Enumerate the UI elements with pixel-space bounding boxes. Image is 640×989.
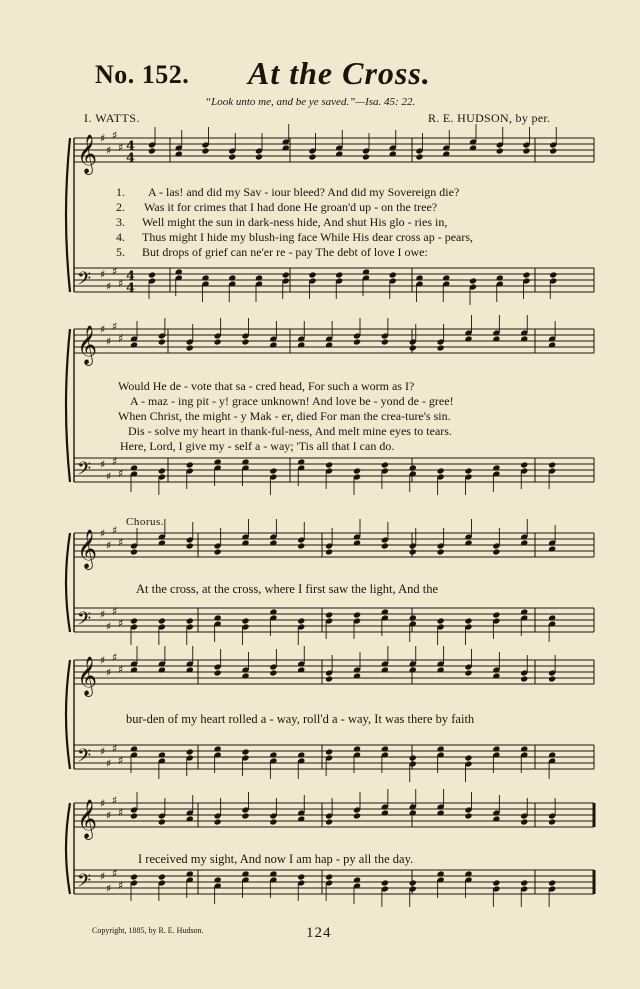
lyric-line: A - las! and did my Sav - iour bleed? And did my Sovereign die? [148, 185, 460, 199]
note-head [381, 608, 389, 615]
verse-number: 2. [116, 200, 125, 214]
note-head [442, 274, 450, 281]
bass-clef: 𝄢 [77, 609, 92, 634]
note-head [492, 335, 500, 342]
note-head [325, 461, 333, 468]
note-head [130, 666, 138, 673]
note-head [255, 274, 263, 281]
note-head [269, 539, 277, 546]
note-head [175, 268, 183, 275]
note-head [186, 344, 194, 351]
note-head [464, 539, 472, 546]
note-head [549, 271, 557, 278]
lyric-line: Was it for crimes that I had done He groan'd up - on the tree? [144, 200, 438, 214]
note-head [325, 675, 333, 682]
note-head [496, 274, 504, 281]
note-head [522, 271, 530, 278]
note-head [437, 548, 445, 555]
sharp-sign: ♯ [118, 467, 124, 480]
sharp-sign: ♯ [106, 666, 112, 679]
bass-clef: 𝄢 [77, 269, 92, 294]
sharp-sign: ♯ [100, 268, 106, 281]
note-head [186, 461, 194, 468]
note-head [130, 548, 138, 555]
note-head [437, 870, 445, 877]
note-head [548, 879, 556, 886]
note-head [362, 268, 370, 275]
note-head [214, 669, 222, 676]
sharp-sign: ♯ [100, 323, 106, 336]
note-head [492, 879, 500, 886]
note-head [297, 458, 305, 465]
note-head [325, 818, 333, 825]
treble-clef: 𝄞 [77, 134, 98, 174]
note-head [186, 870, 194, 877]
note-head [520, 675, 528, 682]
sharp-sign: ♯ [106, 144, 112, 157]
hymn-number: No. 152. [95, 60, 190, 89]
sharp-sign: ♯ [106, 470, 112, 483]
sharp-sign: ♯ [112, 265, 118, 278]
note-head [241, 539, 249, 546]
composer-credit: R. E. HUDSON, by per. [428, 111, 551, 125]
system-brace [66, 329, 70, 482]
sharp-sign: ♯ [100, 797, 106, 810]
note-head [228, 274, 236, 281]
note-head [241, 870, 249, 877]
lyric-line: Well might the sun in dark-ness hide, And shut His glo - ries in, [142, 215, 448, 229]
sharp-sign: ♯ [118, 617, 124, 630]
note-head [548, 751, 556, 758]
time-signature: 4 [126, 269, 136, 284]
copyright-notice: Copyright, 1885, by R. E. Hudson. [92, 926, 204, 935]
note-head [381, 542, 389, 549]
note-head [437, 745, 445, 752]
note-head [548, 461, 556, 468]
sharp-sign: ♯ [112, 524, 118, 537]
system-brace [66, 803, 70, 894]
note-head [520, 879, 528, 886]
note-head [353, 338, 361, 345]
sharp-sign: ♯ [118, 332, 124, 345]
scripture-epigraph: “Look unto me, and be ye saved.”—Isa. 45: 22. [205, 96, 416, 108]
note-head [381, 879, 389, 886]
note-head [353, 611, 361, 618]
note-head [130, 617, 138, 624]
note-head [325, 341, 333, 348]
note-head [492, 745, 500, 752]
note-head [201, 274, 209, 281]
system-brace [66, 660, 70, 769]
sharp-sign: ♯ [118, 277, 124, 290]
note-head [415, 274, 423, 281]
bass-clef: 𝄢 [77, 459, 92, 484]
note-head [353, 539, 361, 546]
note-head [492, 548, 500, 555]
note-head [520, 461, 528, 468]
sharp-sign: ♯ [118, 663, 124, 676]
note-head [362, 153, 370, 160]
note-head [297, 666, 305, 673]
page-number: 124 [306, 925, 332, 941]
note-head [492, 611, 500, 618]
sharp-sign: ♯ [100, 870, 106, 883]
note-head [415, 153, 423, 160]
note-head [214, 818, 222, 825]
sharp-sign: ♯ [100, 527, 106, 540]
hymn-title: At the Cross. [248, 55, 431, 91]
chorus-lyric-line: At the cross, at the cross, where I first saw the light, And the [136, 582, 439, 596]
note-head [269, 818, 277, 825]
note-head [442, 150, 450, 157]
treble-clef: 𝄞 [77, 656, 98, 696]
note-head [158, 873, 166, 880]
note-head [269, 341, 277, 348]
sharp-sign: ♯ [106, 882, 112, 895]
note-head [148, 147, 156, 154]
sharp-sign: ♯ [106, 809, 112, 822]
sharp-sign: ♯ [100, 458, 106, 471]
note-head [548, 614, 556, 621]
time-signature: 4 [126, 151, 136, 166]
note-head [409, 548, 417, 555]
lyricist-credit: I. WATTS. [84, 111, 140, 125]
note-head [214, 548, 222, 555]
chorus-label: Chorus. [126, 516, 165, 528]
bass-clef: 𝄢 [77, 871, 92, 896]
note-head [353, 467, 361, 474]
note-head [520, 608, 528, 615]
note-head [381, 745, 389, 752]
note-head [325, 748, 333, 755]
note-head [130, 873, 138, 880]
sharp-sign: ♯ [112, 129, 118, 142]
note-head [325, 611, 333, 618]
sharp-sign: ♯ [112, 320, 118, 333]
note-head [389, 271, 397, 278]
note-head [325, 873, 333, 880]
lyric-line: When Christ, the might - y Mak - er, died For man the crea-ture's sin. [118, 409, 451, 423]
note-head [409, 879, 417, 886]
treble-clef: 𝄞 [77, 799, 98, 839]
note-head [464, 335, 472, 342]
note-head [158, 467, 166, 474]
time-signature: 4 [126, 281, 136, 296]
note-head [158, 751, 166, 758]
note-head [437, 809, 445, 816]
sharp-sign: ♯ [100, 132, 106, 145]
note-head [158, 818, 166, 825]
note-head [158, 617, 166, 624]
note-head [464, 812, 472, 819]
note-head [175, 150, 183, 157]
note-head [241, 672, 249, 679]
note-head [353, 876, 361, 883]
note-head [297, 341, 305, 348]
sharp-sign: ♯ [118, 754, 124, 767]
note-head [308, 153, 316, 160]
note-head [130, 745, 138, 752]
note-head [437, 666, 445, 673]
note-head [409, 344, 417, 351]
note-head [464, 870, 472, 877]
lyric-line: Would He de - vote that sa - cred head, For such a worm as I? [118, 379, 415, 393]
note-head [464, 617, 472, 624]
sharp-sign: ♯ [100, 745, 106, 758]
note-head [241, 458, 249, 465]
note-head [325, 548, 333, 555]
note-head [522, 147, 530, 154]
lyric-line: A - maz - ing pit - y! grace unknown! And love be - yond de - gree! [130, 394, 454, 408]
note-head [269, 870, 277, 877]
note-head [297, 542, 305, 549]
note-head [214, 745, 222, 752]
note-head [353, 672, 361, 679]
sharp-sign: ♯ [100, 654, 106, 667]
sharp-sign: ♯ [112, 605, 118, 618]
note-head [282, 271, 290, 278]
note-head [409, 614, 417, 621]
sharp-sign: ♯ [106, 620, 112, 633]
note-head [269, 608, 277, 615]
note-head [297, 617, 305, 624]
note-head [335, 150, 343, 157]
sharp-sign: ♯ [106, 539, 112, 552]
sharp-sign: ♯ [106, 757, 112, 770]
note-head [437, 617, 445, 624]
note-head [492, 464, 500, 471]
note-head [186, 666, 194, 673]
note-head [549, 147, 557, 154]
system-brace [66, 138, 70, 292]
note-head [520, 818, 528, 825]
sharp-sign: ♯ [118, 806, 124, 819]
bass-clef: 𝄢 [77, 746, 92, 771]
chorus-lyric-line: bur-den of my heart rolled a - way, roll'd a - way, It was there by faith [126, 712, 475, 726]
note-head [297, 751, 305, 758]
note-head [437, 344, 445, 351]
sharp-sign: ♯ [112, 651, 118, 664]
note-head [214, 876, 222, 883]
note-head [469, 144, 477, 151]
note-head [282, 144, 290, 151]
note-head [353, 812, 361, 819]
note-head [520, 539, 528, 546]
sharp-sign: ♯ [118, 879, 124, 892]
note-head [464, 754, 472, 761]
note-head [548, 341, 556, 348]
note-head [381, 666, 389, 673]
note-head [520, 745, 528, 752]
note-head [297, 873, 305, 880]
note-head [353, 745, 361, 752]
sharp-sign: ♯ [118, 536, 124, 549]
note-head [158, 666, 166, 673]
note-head [186, 748, 194, 755]
treble-clef: 𝄞 [77, 325, 98, 365]
note-head [255, 153, 263, 160]
chorus-lyric-line: I received my sight, And now I am hap - py all the day. [138, 852, 414, 866]
note-head [186, 542, 194, 549]
verse-number: 3. [116, 215, 125, 229]
note-head [130, 341, 138, 348]
sharp-sign: ♯ [112, 794, 118, 807]
sharp-sign: ♯ [112, 742, 118, 755]
note-head [214, 338, 222, 345]
note-head [496, 147, 504, 154]
time-signature: 4 [126, 139, 136, 154]
verse-number: 1. [116, 185, 125, 199]
note-head [548, 675, 556, 682]
note-head [269, 751, 277, 758]
note-head [186, 617, 194, 624]
note-head [214, 614, 222, 621]
note-head [241, 748, 249, 755]
sharp-sign: ♯ [106, 335, 112, 348]
note-head [409, 809, 417, 816]
lyric-line: Thus might I hide my blush-ing face While His dear cross ap - pears, [142, 230, 474, 244]
note-head [409, 754, 417, 761]
note-head [241, 617, 249, 624]
lyric-line: Dis - solve my heart in thank-ful-ness, And melt mine eyes to tears. [128, 424, 452, 438]
note-head [228, 153, 236, 160]
note-head [381, 338, 389, 345]
system-brace [66, 533, 70, 632]
note-head [409, 464, 417, 471]
note-head [297, 815, 305, 822]
verse-number: 4. [116, 230, 125, 244]
sharp-sign: ♯ [112, 867, 118, 880]
note-head [548, 818, 556, 825]
note-head [381, 461, 389, 468]
lyric-line: Here, Lord, I give my - self a - way; 'Tis all that I can do. [120, 439, 395, 453]
note-head [548, 545, 556, 552]
note-head [308, 271, 316, 278]
note-head [269, 669, 277, 676]
treble-clef: 𝄞 [77, 529, 98, 569]
note-head [130, 812, 138, 819]
sharp-sign: ♯ [106, 280, 112, 293]
note-head [520, 335, 528, 342]
note-head [241, 812, 249, 819]
note-head [409, 666, 417, 673]
sharp-sign: ♯ [100, 608, 106, 621]
note-head [492, 672, 500, 679]
sharp-sign: ♯ [118, 141, 124, 154]
note-head [389, 150, 397, 157]
note-head [214, 458, 222, 465]
note-head [469, 277, 477, 284]
note-head [148, 271, 156, 278]
note-head [186, 815, 194, 822]
note-head [130, 464, 138, 471]
note-head [158, 338, 166, 345]
note-head [158, 539, 166, 546]
note-head [241, 338, 249, 345]
lyric-line: But drops of grief can ne'er re - pay The debt of love I owe: [142, 245, 428, 259]
note-head [269, 467, 277, 474]
note-head [437, 467, 445, 474]
verse-number: 5. [116, 245, 125, 259]
note-head [201, 147, 209, 154]
note-head [492, 815, 500, 822]
sharp-sign: ♯ [112, 455, 118, 468]
note-head [464, 467, 472, 474]
note-head [335, 271, 343, 278]
note-head [464, 669, 472, 676]
note-head [381, 809, 389, 816]
